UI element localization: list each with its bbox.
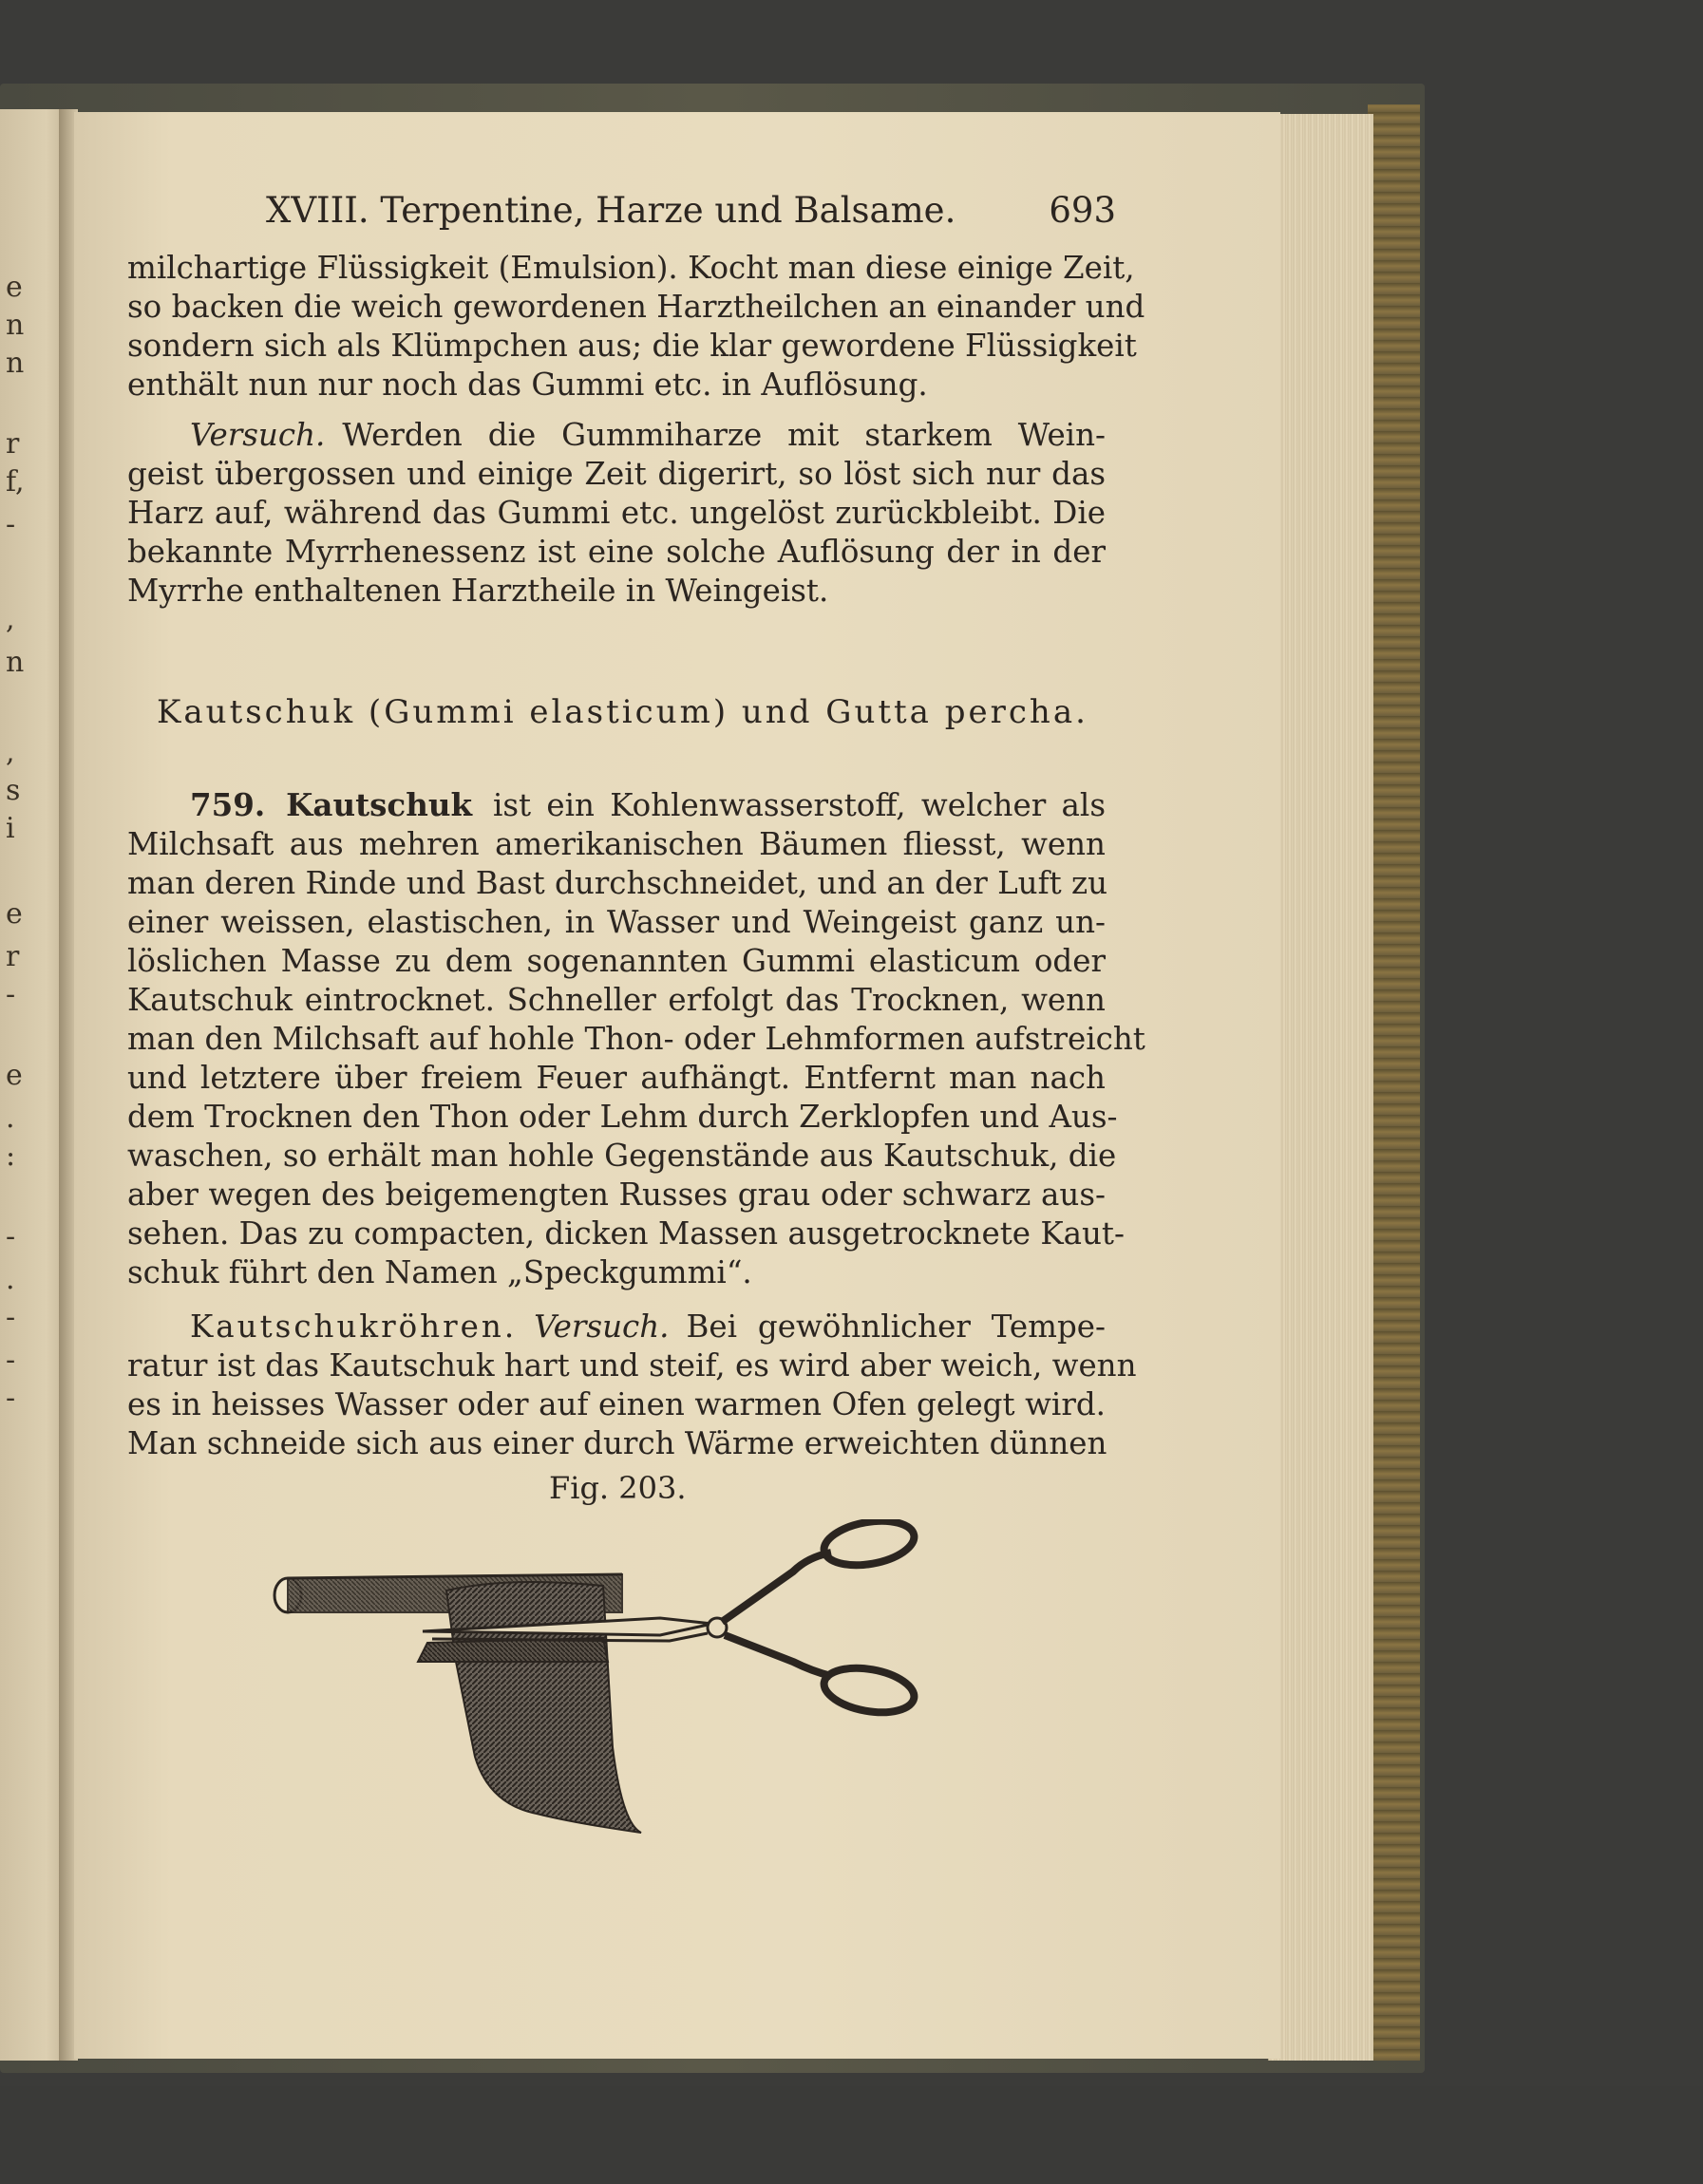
prev-page-fragment: r (6, 427, 20, 461)
running-header (266, 190, 1116, 232)
text-line: enthält nun nur noch das Gummi etc. in Auflösung. (127, 367, 928, 403)
versuch-label: Versuch. (190, 417, 326, 453)
prev-page-fragment: , (6, 736, 15, 769)
prev-page-fragment: - (6, 508, 16, 541)
section-heading: Kautschuk (Gummi elasticum) und Gutta percha. (157, 693, 1088, 731)
prev-page-fragment: - (6, 1220, 16, 1253)
text-line: sondern sich als Klümpchen aus; die klar gewordene Flüssigkeit (127, 328, 1137, 364)
prev-page-fragment: n (6, 347, 25, 380)
text-line: Kautschuk eintrocknet. Schneller erfolgt das Trocknen, wenn (127, 982, 1106, 1018)
text-line: Myrrhe enthaltenen Harztheile in Weingeist. (127, 573, 829, 609)
text-span: Bei gewöhnlicher Tempe- (686, 1309, 1106, 1345)
text-line: Man schneide sich aus einer durch Wärme erweichten dünnen (127, 1425, 1107, 1461)
prev-page-fragment: i (6, 812, 15, 845)
prev-page-fragment: - (6, 1301, 16, 1334)
prev-page-fragment: - (6, 1382, 16, 1415)
text-line: einer weissen, elastischen, in Wasser und Weingeist ganz un- (127, 904, 1106, 940)
text-line: bekannte Myrrhenessenz ist eine solche Auflösung der in der (127, 534, 1106, 570)
versuch-label: Versuch. (534, 1309, 670, 1345)
text-line: milchartige Flüssigkeit (Emulsion). Kocht man diese einige Zeit, (127, 250, 1135, 286)
term-kautschuk: Kautschuk (286, 786, 472, 823)
text-line: dem Trocknen den Thon oder Lehm durch Zerklopfen und Aus- (127, 1099, 1118, 1135)
text-span: ist ein Kohlenwasserstoff, welcher als (492, 787, 1106, 823)
paragraph-number: 759. (190, 786, 266, 823)
prev-page-fragment: e (6, 897, 23, 931)
text-line: Harz auf, während das Gummi etc. ungelöst zurückbleibt. Die (127, 495, 1106, 531)
text-line: so backen die weich gewordenen Harztheilchen an einander und (127, 289, 1145, 325)
prev-page-fragment: . (6, 1101, 15, 1135)
text-line: es in heisses Wasser oder auf einen warmen Ofen gelegt wird. (127, 1386, 1106, 1422)
prev-page-fragment: n (6, 309, 25, 342)
prev-page-fragment: s (6, 774, 21, 807)
term-kautschukroehren: Kautschukröhren. (190, 1309, 518, 1345)
previous-page-edge (0, 109, 66, 2061)
text-line (190, 1308, 1106, 1346)
chapter-title: XVIII. Terpentine, Harze und Balsame. (266, 190, 956, 231)
prev-page-fragment: e (6, 1059, 23, 1092)
text-line: geist übergossen und einige Zeit digerirt, so löst sich nur das (127, 456, 1106, 492)
prev-page-fragment: : (6, 1139, 16, 1173)
text-line: aber wegen des beigemengten Russes grau oder schwarz aus- (127, 1177, 1106, 1213)
text-line: man deren Rinde und Bast durchschneidet, und an der Luft zu (127, 865, 1108, 901)
text-line: sehen. Das zu compacten, dicken Massen ausgetrocknete Kaut- (127, 1215, 1125, 1252)
text-line: man den Milchsaft auf hohle Thon- oder Lehmformen aufstreicht (127, 1021, 1145, 1057)
page-stack-edge (1268, 114, 1373, 2061)
text-line (190, 416, 1106, 454)
text-line: ratur ist das Kautschuk hart und steif, es wird aber weich, wenn (127, 1347, 1137, 1384)
prev-page-fragment: . (6, 1263, 15, 1296)
text-line: löslichen Masse zu dem sogenannten Gummi elasticum oder (127, 943, 1106, 979)
text-line: schuk führt den Namen „Speckgummi“. (127, 1254, 752, 1290)
prev-page-fragment: r (6, 940, 20, 973)
book-fore-edge (1368, 104, 1420, 2061)
prev-page-fragment: , (6, 603, 15, 636)
figure-caption: Fig. 203. (549, 1470, 687, 1506)
scissors-rubber-illustration (261, 1519, 974, 2184)
prev-page-fragment: f, (6, 465, 25, 499)
text-span: Werden die Gummiharze mit starkem Wein- (342, 417, 1106, 453)
prev-page-fragment: - (6, 1344, 16, 1377)
prev-page-fragment: n (6, 646, 25, 679)
text-line: und letztere über freiem Feuer aufhängt. Entfernt man nach (127, 1060, 1106, 1096)
prev-page-fragment: - (6, 978, 16, 1011)
text-line (190, 786, 1106, 824)
text-line: waschen, so erhält man hohle Gegenstände aus Kautschuk, die (127, 1138, 1117, 1174)
page-number: 693 (1049, 190, 1116, 231)
text-line: Milchsaft aus mehren amerikanischen Bäumen fliesst, wenn (127, 826, 1106, 862)
prev-page-fragment: e (6, 271, 23, 304)
